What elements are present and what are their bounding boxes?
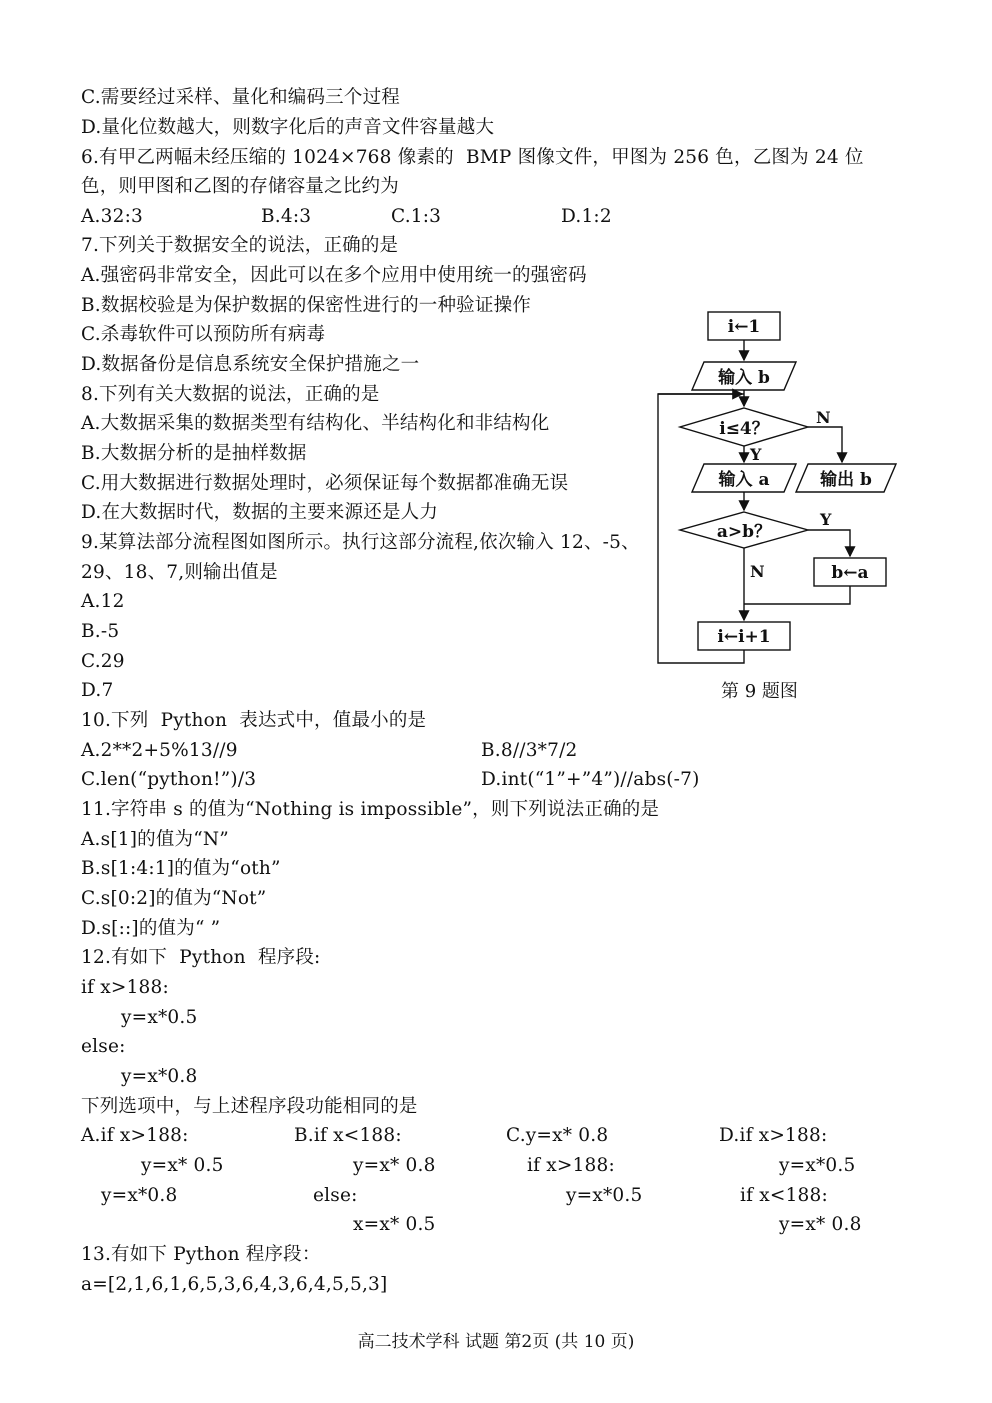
q6-stem-cont: 色，则甲图和乙图的存储容量之比约为 — [81, 176, 399, 197]
q12-option-d-line3: if x<188: — [740, 1185, 828, 1206]
cond1-no-label: N — [816, 408, 831, 427]
q10-option-a: A.2**2+5%13//9 — [81, 740, 238, 761]
q7-option-c: C.杀毒软件可以预防所有病毒 — [81, 324, 326, 345]
q10-stem: 10.下列 Python 表达式中，值最小的是 — [81, 710, 427, 731]
page-footer: 高二技术学科 试题 第2页 (共 10 页) — [357, 1332, 635, 1352]
q9-stem-cont: 29、18、7,则输出值是 — [81, 562, 278, 583]
q12-option-b-line1: B.if x<188: — [294, 1125, 402, 1146]
q12-option-d-line4: y=x* 0.8 — [779, 1214, 862, 1235]
q12-code-else: else: — [81, 1036, 126, 1057]
q5-option-d: D.量化位数越大，则数字化后的声音文件容量越大 — [81, 117, 495, 138]
q8-option-d: D.在大数据时代，数据的主要来源还是人力 — [81, 502, 439, 523]
q5-option-c: C.需要经过采样、量化和编码三个过程 — [81, 87, 400, 108]
output-b-label: 输出 b — [820, 470, 872, 490]
q12-option-b-line2: y=x* 0.8 — [353, 1155, 436, 1176]
q10-option-b: B.8//3*7/2 — [481, 740, 578, 761]
cond1-yes-label: Y — [750, 445, 762, 464]
q12-stem: 12.有如下 Python 程序段: — [81, 947, 321, 968]
cond2-no-label: N — [750, 562, 765, 581]
q9-stem: 9.某算法部分流程图如图所示。执行这部分流程,依次输入 12、-5、 — [81, 532, 640, 553]
q12-option-d-line1: D.if x>188: — [719, 1125, 828, 1146]
q11-stem: 11.字符串 s 的值为“Nothing is impossible”，则下列说法正确的是 — [81, 799, 660, 820]
q9-option-a: A.12 — [81, 591, 125, 612]
q9-flowchart — [650, 308, 910, 678]
cond1-label: i≤4？ — [719, 419, 769, 439]
q6-stem: 6.有甲乙两幅未经压缩的 1024×768 像素的 BMP 图像文件，甲图为 256 色，乙图为 24 位 — [81, 147, 864, 168]
q8-option-a: A.大数据采集的数据类型有结构化、半结构化和非结构化 — [81, 413, 550, 434]
q13-code: a=[2,1,6,1,6,5,3,6,4,3,6,4,5,5,3] — [81, 1274, 388, 1295]
q12-option-a-line1: A.if x>188: — [81, 1125, 189, 1146]
q6-option-d: D.1:2 — [561, 206, 612, 227]
cond2-yes-label: Y — [820, 510, 832, 529]
q7-option-b: B.数据校验是为保护数据的保密性进行的一种验证操作 — [81, 295, 531, 316]
q9-option-b: B.-5 — [81, 621, 120, 642]
q11-option-c: C.s[0:2]的值为“Not” — [81, 888, 267, 909]
q12-option-c-line2: if x>188: — [527, 1155, 615, 1176]
q12-option-a-line2: y=x* 0.5 — [141, 1155, 224, 1176]
q8-stem: 8.下列有关大数据的说法，正确的是 — [81, 384, 380, 405]
q7-stem: 7.下列关于数据安全的说法，正确的是 — [81, 235, 399, 256]
cond2-label: a>b？ — [716, 522, 772, 542]
q13-stem: 13.有如下 Python 程序段： — [81, 1244, 321, 1265]
init-label: i←1 — [727, 317, 761, 337]
q11-option-a: A.s[1]的值为“N” — [81, 829, 229, 850]
q7-option-d: D.数据备份是信息系统安全保护措施之一 — [81, 354, 420, 375]
q7-option-a: A.强密码非常安全，因此可以在多个应用中使用统一的强密码 — [81, 265, 587, 286]
q12-option-c-line3: y=x*0.5 — [566, 1185, 643, 1206]
q12-code-if: if x>188: — [81, 977, 169, 998]
q8-option-b: B.大数据分析的是抽样数据 — [81, 443, 307, 464]
q6-option-c: C.1:3 — [391, 206, 442, 227]
q8-option-c: C.用大数据进行数据处理时，必须保证每个数据都准确无误 — [81, 473, 569, 494]
q12-option-d-line2: y=x*0.5 — [779, 1155, 856, 1176]
q12-code-assign-1: y=x*0.5 — [121, 1007, 198, 1028]
q12-option-b-line3: else: — [313, 1185, 358, 1206]
q6-option-b: B.4:3 — [261, 206, 312, 227]
figure-caption: 第 9 题图 — [721, 681, 798, 702]
q12-option-a-line3: y=x*0.8 — [101, 1185, 178, 1206]
q10-option-d: D.int(“1”+”4”)//abs(-7) — [481, 769, 700, 790]
q9-option-c: C.29 — [81, 651, 125, 672]
q11-option-b: B.s[1:4:1]的值为“oth” — [81, 858, 281, 879]
q12-option-c-line1: C.y=x* 0.8 — [506, 1125, 609, 1146]
incr-label: i←i+1 — [717, 627, 771, 647]
q12-code-assign-2: y=x*0.8 — [121, 1066, 198, 1087]
q9-option-d: D.7 — [81, 680, 114, 701]
input-b-label: 输入 b — [718, 368, 770, 388]
q11-option-d: D.s[::]的值为“ ” — [81, 918, 221, 939]
q12-option-b-line4: x=x* 0.5 — [353, 1214, 436, 1235]
assign-label: b←a — [831, 563, 869, 583]
q10-option-c: C.len(“python!”)/3 — [81, 769, 257, 790]
input-a-label: 输入 a — [718, 470, 770, 490]
q12-question: 下列选项中，与上述程序段功能相同的是 — [81, 1096, 418, 1117]
q6-option-a: A.32:3 — [81, 206, 143, 227]
